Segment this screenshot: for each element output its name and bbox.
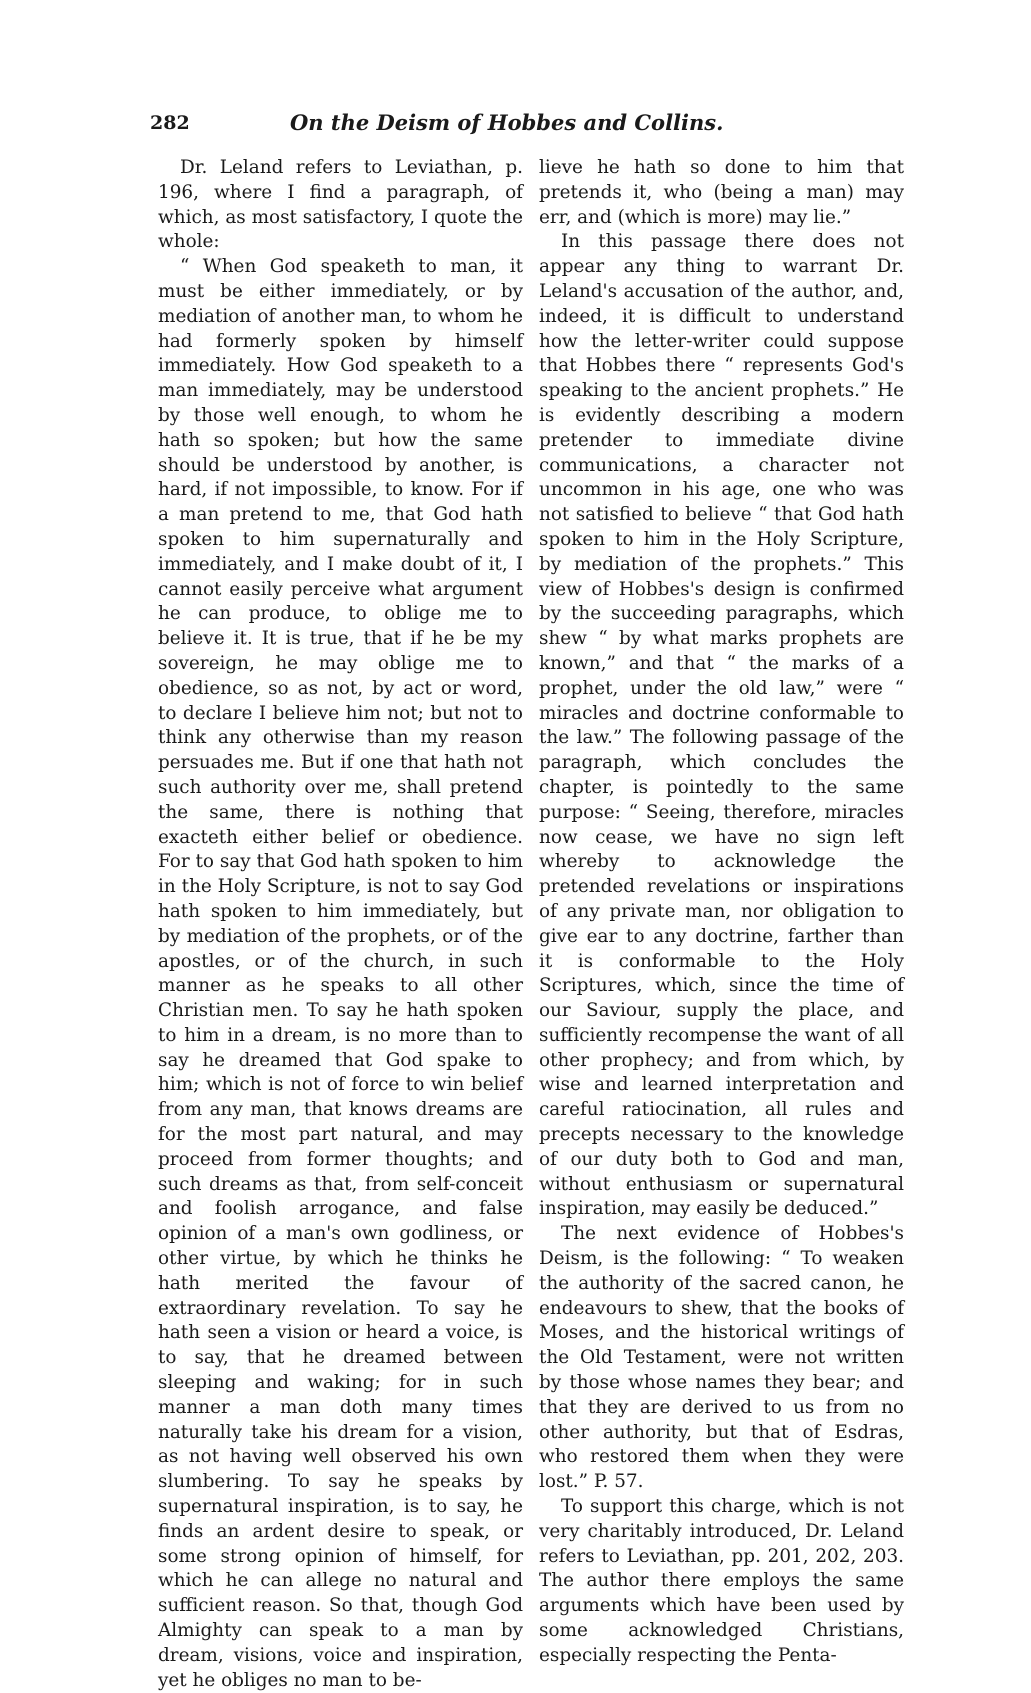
running-title: On the Deism of Hobbes and Collins. <box>290 110 724 135</box>
paragraph: Dr. Leland refers to Leviathan, p. 196, where I find a paragraph, of which, as most satisfactory, I quote the whole: <box>158 157 523 253</box>
paragraph: To support this charge, which is not very charitably introduced, Dr. Leland refers to Leviathan, pp. 201, 202, 203. The author there employs the same arguments which have been used by some acknowledged Christians, especially respecting the Penta- <box>539 1496 904 1666</box>
paragraph: In this passage there does not appear any thing to warrant Dr. Leland's accusation of the author, and, indeed, it is difficult to understand how the letter-writer could suppose that Hobbes there “ represents God's speaking to the ancient prophets.” He is evidently describing a modern pretender to immediate divine communications, a character not uncommon in his age, one who was not satisfied to believe “ that God hath spoken to him in the Holy Scripture, by mediation of the prophets.” This view of Hobbes's design is confirmed by the succeeding paragraphs, which shew “ by what marks prophets are known,” and that “ the marks of a prophet, under the old law,” were “ miracles and doctrine conformable to the law.” The following passage of the paragraph, which concludes the chapter, is pointedly to the same purpose: “ Seeing, therefore, miracles now cease, we have no sign left whereby to acknowledge the pretended revelations or inspirations of any private man, nor obligation to give ear to any doctrine, farther than it is conformable to the Holy Scriptures, which, since the time of our Saviour, supply the place, and sufficiently recompense the want of all other prophecy; and from which, by wise and learned interpretation and careful ratiocination, all rules and precepts necessary to the knowledge of our duty both to God and man, without enthusiasm or supernatural inspiration, may easily be deduced.” <box>539 231 904 1220</box>
page-number: 282 <box>150 112 190 134</box>
right-column <box>539 156 904 1669</box>
quotation-paragraph: “ When God speaketh to man, it must be either immediately, or by mediation of another man, to whom he had formerly spoken by himself immediately. How God speaketh to a man immediately, may be understood by those well enough, to whom he hath so spoken; but how the same should be understood by another, is hard, if not impossible, to know. For if a man pretend to me, that God hath spoken to him supernaturally and immediately, and I make doubt of it, I cannot easily perceive what argument he can produce, to oblige me to believe it. It is true, that if he be my sovereign, he may oblige me to obedience, so as not, by act or word, to declare I believe him not; but not to think any otherwise than my reason persuades me. But if one that hath not such authority over me, shall pretend the same, there is nothing that exacteth either belief or obedience. For to say that God hath spoken to him in the Holy Scripture, is not to say God hath spoken to him immediately, but by mediation of the prophets, or of the apostles, or of the church, in such manner as he speaks to all other Christian men. To say he hath spoken to him in a dream, is no more than to say he dreamed that God spake to him; which is not of force to win belief from any man, that knows dreams are for the most part natural, and may proceed from former thoughts; and such dreams as that, from self-conceit and foolish arrogance, and false opinion of a man's own godliness, or other virtue, by which he thinks he hath merited the favour of extraordinary revelation. To say he hath seen a vision or heard a voice, is to say, that he dreamed between sleeping and waking; for in such manner a man doth many times naturally take his dream for a vision, as not having well observed his own slumbering. To say he speaks by supernatural inspiration, is to say, he finds an ardent desire to speak, or some strong opinion of himself, for which he can allege no natural and sufficient reason. So that, though God Almighty can speak to a man by dream, visions, voice and inspiration, yet he obliges no man to be- <box>158 256 523 1691</box>
paragraph: The next evidence of Hobbes's Deism, is the following: “ To weaken the authority of the sacred canon, he endeavours to shew, that the books of Moses, and the historical writings of the Old Testament, were not written by those whose names they bear; and that they are derived to us from no other authority, but that of Esdras, who restored them when they were lost.” P. 57. <box>539 1223 904 1493</box>
book-page <box>150 110 904 1691</box>
paragraph-continuation: lieve he hath so done to him that pretends it, who (being a man) may err, and (which is more) may lie.” <box>539 157 904 228</box>
left-column <box>158 156 523 1693</box>
page-header <box>150 110 900 140</box>
